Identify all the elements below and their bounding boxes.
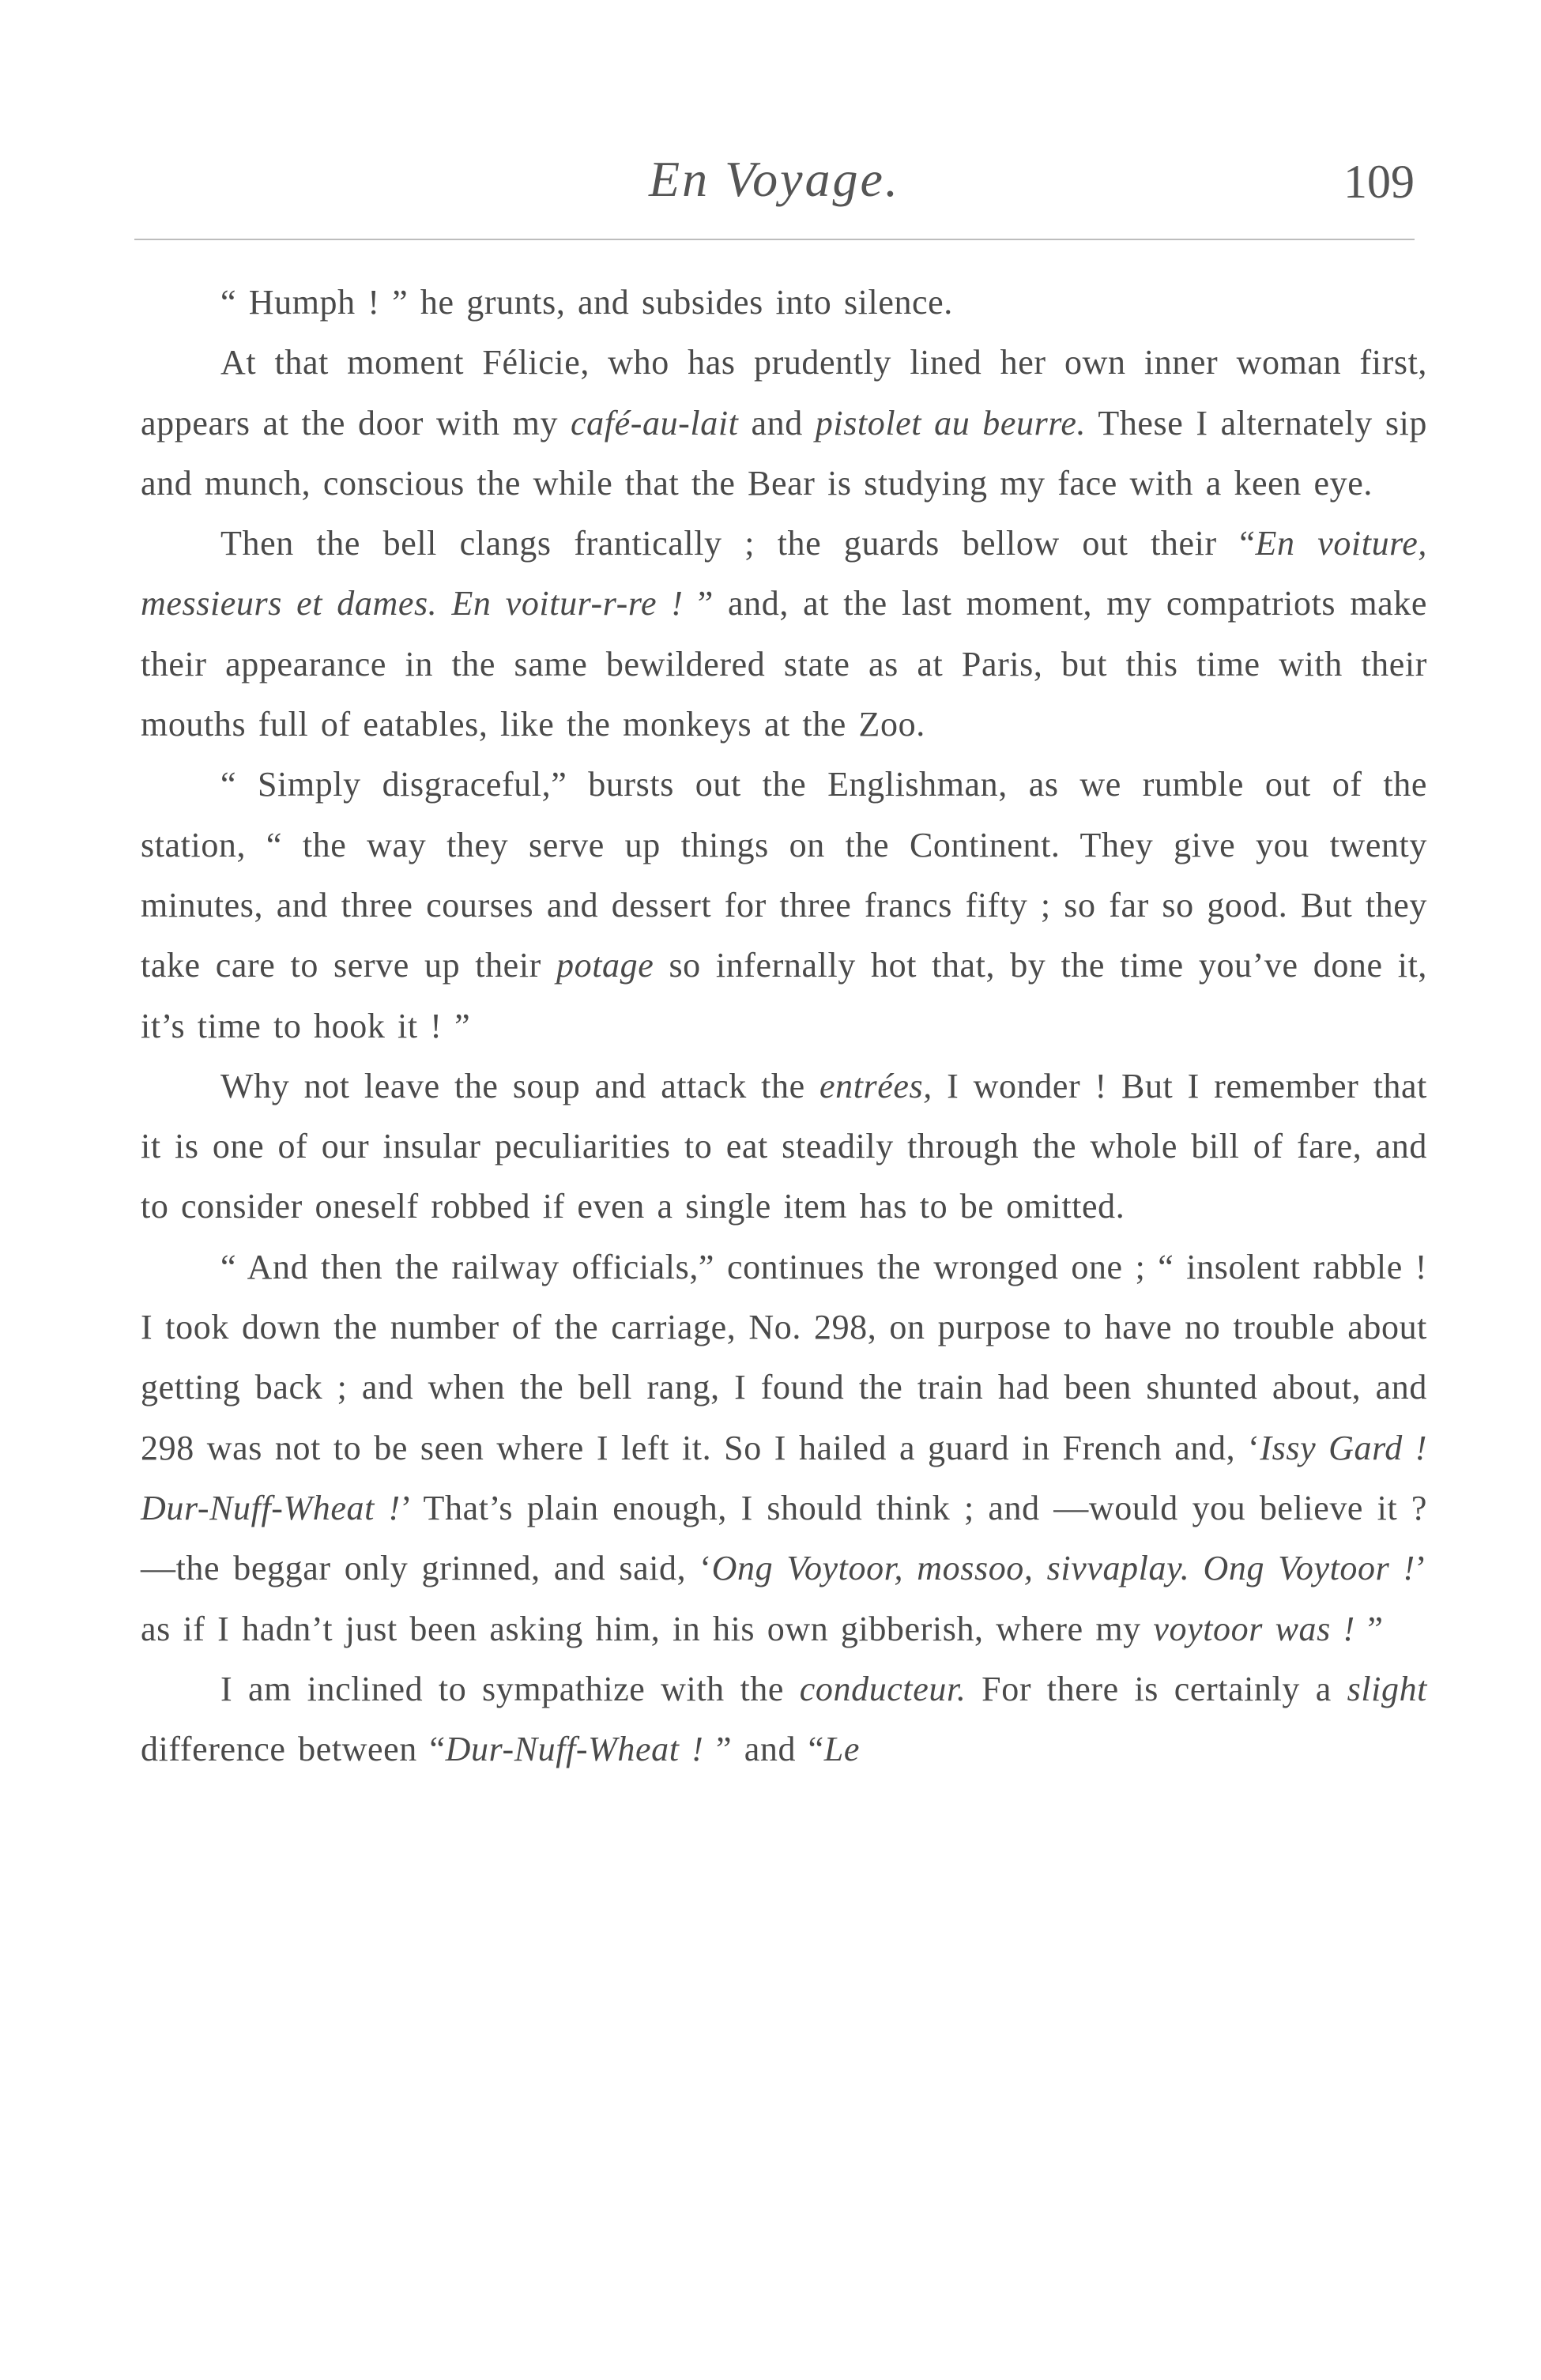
italic-run: pistolet au beurre. <box>815 403 1087 442</box>
italic-run: Dur-Nuff-Wheat ! <box>445 1730 704 1769</box>
text-run: so infernally hot that, by the time you’ve done it, it’s time to hook it ! ” <box>141 946 1428 1045</box>
italic-run: Ong Voytoor, mossoo, sivvaplay. Ong Voytoor ! <box>711 1549 1415 1588</box>
text-run: ” and “ <box>703 1730 824 1769</box>
paragraph <box>141 1659 1427 1780</box>
page-header <box>134 150 1415 221</box>
text-run: ’ as if I hadn’t just been asking him, in his own gibberish, where my <box>141 1549 1427 1648</box>
text-run: Why not leave the soup and attack the <box>220 1066 819 1105</box>
italic-run: potage <box>556 946 654 985</box>
text-run: Then the bell clangs frantically ; the guards bellow out their “ <box>220 524 1256 563</box>
text-run: At that moment Félicie, who has prudently lined her own inner woman first, appears at the door with my <box>141 343 1427 442</box>
text-run: ” <box>1354 1609 1384 1648</box>
text-run: ’ That’s plain enough, I should think ; and —would you believe it ?—the beggar only grinned, and said, ‘ <box>141 1488 1428 1588</box>
italic-run: entrées, <box>819 1066 933 1105</box>
text-run: ” and, at the last moment, my compatriots make their appearance in the same bewildered state as at Paris, but this time with their mouths full of eatables, like the monkeys at the Zoo. <box>141 584 1428 744</box>
italic-run: Issy Gard ! Dur-Nuff-Wheat ! <box>141 1428 1427 1527</box>
italic-run: conducteur. <box>799 1669 966 1708</box>
paragraph <box>141 1056 1427 1237</box>
italic-run: Le <box>823 1730 860 1769</box>
paragraph <box>141 514 1427 755</box>
paragraph <box>141 1237 1427 1659</box>
italic-run: slight <box>1347 1669 1427 1708</box>
text-run: “ And then the railway officials,” continues the wronged one ; “ insolent rabble ! I took down the number of the carriage, No. 298, on purpose to have no trouble about getting back ; and when the bell rang, I found the train had been shunted about, and 298 was not to be seen where I left it. So I hailed a guard in French and, ‘ <box>141 1247 1427 1467</box>
italic-run: En voiture, messieurs et dames. En voitur-r-re ! <box>141 524 1427 623</box>
text-run: “ Humph ! ” he grunts, and subsides into silence. <box>220 283 953 322</box>
page-number: 109 <box>1343 156 1415 208</box>
text-run: “ Simply disgraceful,” bursts out the Englishman, as we rumble out of the station, “ the way they serve up things on the Continent. They give you twenty minutes, and three courses and dessert for three francs fifty ; so far so good. But they take care to serve up their <box>141 765 1427 985</box>
header-rule <box>134 239 1415 240</box>
text-run: and <box>738 403 816 442</box>
italic-run: voytoor was ! <box>1153 1609 1355 1648</box>
running-title: En Voyage. <box>649 151 900 207</box>
italic-run: café-au-lait <box>571 403 739 442</box>
text-run: These I alternately sip and munch, conscious the while that the Bear is studying my face with a keen eye. <box>141 403 1427 503</box>
text-run: I wonder ! But I remember that it is one of our insular peculiarities to eat steadily through the whole bill of fare, and to consider oneself robbed if even a single item has to be omitted. <box>141 1066 1427 1226</box>
text-run: For there is certainly a <box>966 1669 1347 1708</box>
paragraph <box>141 273 1427 333</box>
text-run: difference between “ <box>141 1730 446 1769</box>
body-text <box>141 273 1427 1779</box>
paragraph <box>141 755 1427 1056</box>
text-run: I am inclined to sympathize with the <box>220 1669 800 1708</box>
paragraph <box>141 333 1427 514</box>
